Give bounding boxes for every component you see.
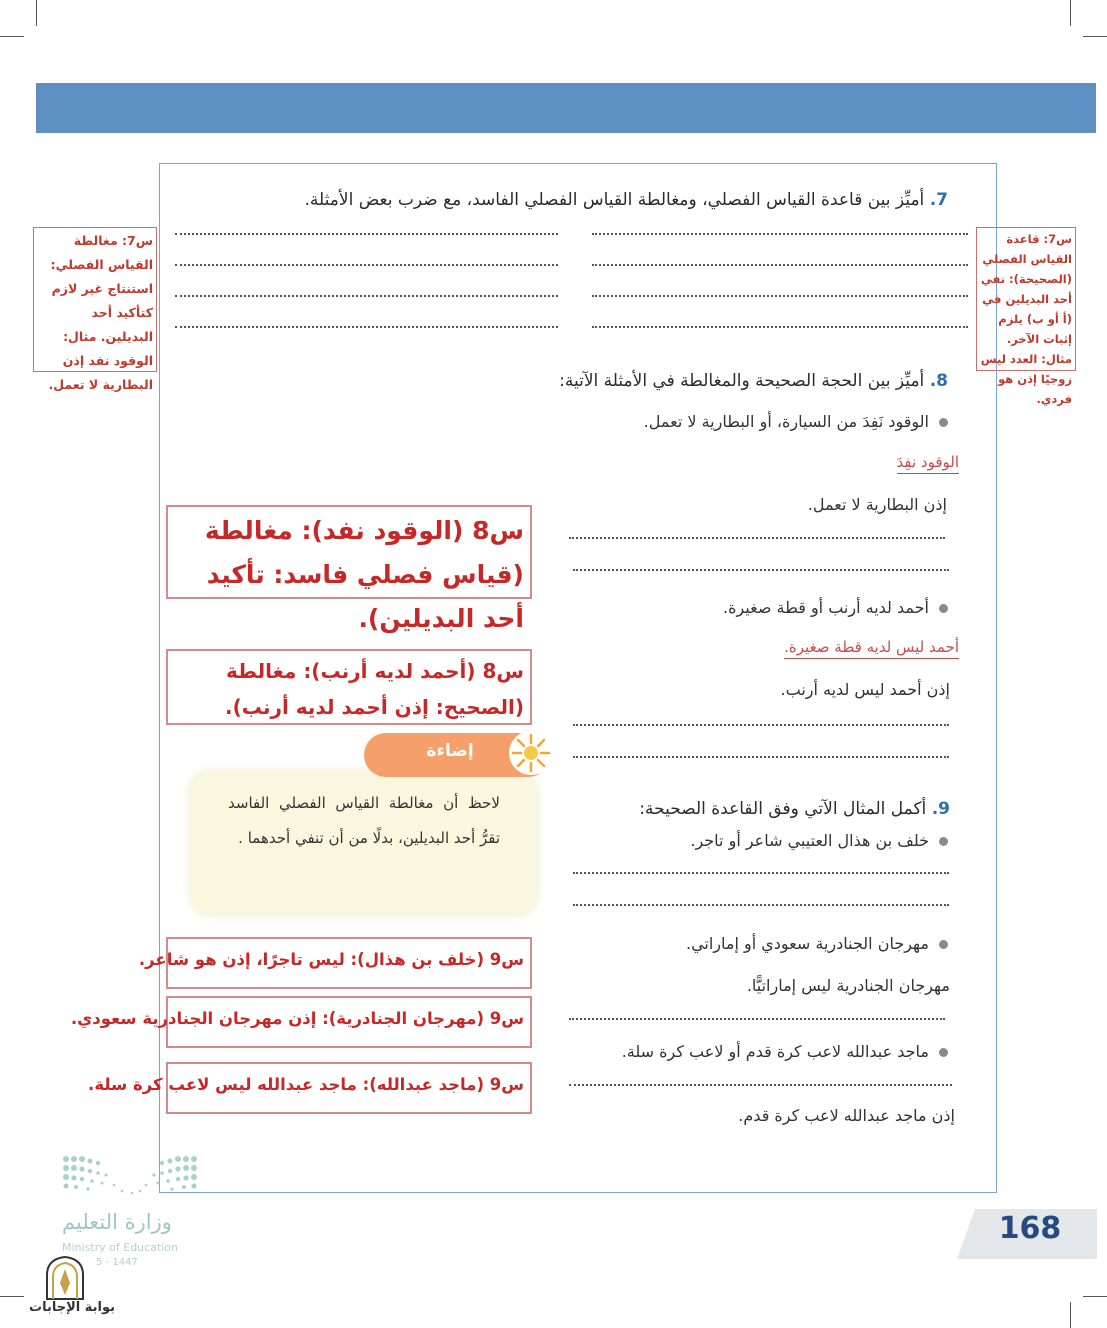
q8-item-1-handwritten: الوقود نفِدَ — [897, 453, 960, 474]
ministry-name-en: Ministry of Education — [62, 1241, 179, 1254]
bullet-icon — [939, 604, 948, 613]
item-text: مهرجان الجنادرية سعودي أو إماراتي. — [685, 934, 929, 953]
bullet-icon — [939, 837, 948, 846]
answer-line — [573, 872, 949, 874]
answer-line — [592, 264, 968, 266]
crop-mark — [1083, 36, 1107, 37]
q9-item-1 — [690, 829, 948, 853]
crop-mark — [0, 1296, 24, 1297]
note-q7-fallacy: س7: مغالطة القياس الفصلي: استنتاج غير لازم كتأكيد أحد البديلين. مثال: الوقود نفد إذن البطارية لا تعمل. — [33, 227, 157, 372]
sun-icon — [508, 730, 554, 776]
question-text: أميِّز بين الحجة الصحيحة والمغالطة في الأمثلة الآتية: — [559, 371, 925, 391]
q9-item-3 — [622, 1040, 948, 1064]
answer-line — [592, 233, 968, 235]
answer-line — [569, 537, 945, 539]
answer-line — [569, 1018, 945, 1020]
question-7 — [305, 187, 949, 213]
answer-line — [592, 326, 968, 328]
item-text: الوقود نَفِدَ من السيارة، أو البطارية لا تعمل. — [643, 412, 929, 431]
ministry-year: 5 - 1447 — [96, 1257, 138, 1268]
answer-line — [175, 295, 558, 297]
q8-item-2 — [723, 596, 948, 620]
bullet-icon — [939, 418, 948, 427]
q9-item-2 — [686, 932, 948, 956]
answer-q8-ahmad: س8 (أحمد لديه أرنب): مغالطة (الصحيح: إذن أحمد لديه أرنب). — [166, 649, 532, 725]
question-text: أكمل المثال الآتي وفق القاعدة الصحيحة: — [639, 799, 927, 819]
question-text: أميِّز بين قاعدة القياس الفصلي، ومغالطة القياس الفصلي الفاسد، مع ضرب بعض الأمثلة. — [304, 190, 925, 210]
bullet-icon — [939, 940, 948, 949]
question-number: 9. — [931, 799, 950, 819]
answer-line — [175, 326, 558, 328]
crop-mark — [1083, 1296, 1107, 1297]
crop-mark — [0, 36, 24, 37]
q9-item-2-premise: مهرجان الجنادرية ليس إماراتيًّا. — [746, 976, 950, 995]
bullet-icon — [939, 1048, 948, 1057]
question-number: 7. — [929, 190, 948, 210]
answer-line — [569, 1084, 952, 1086]
q8-item-2-conclusion: إذن أحمد ليس لديه أرنب. — [780, 680, 950, 699]
answer-line — [573, 569, 949, 571]
watermark-logo-icon — [43, 1255, 87, 1301]
header-bar — [36, 83, 1096, 133]
question-9 — [639, 796, 950, 822]
q8-item-1-conclusion: إذن البطارية لا تعمل. — [807, 495, 947, 514]
q9-item-3-conclusion: إذن ماجد عبدالله لاعب كرة قدم. — [738, 1106, 955, 1125]
crop-mark — [1070, 1302, 1071, 1328]
answer-q9-khalaf: س9 (خلف بن هذال): ليس تاجرًا، إذن هو شاعر. — [166, 937, 532, 989]
answer-q9-janadriyah: س9 (مهرجان الجنادرية): إذن مهرجان الجنادرية سعودي. — [166, 996, 532, 1048]
q8-item-1 — [644, 410, 948, 434]
crop-mark — [36, 0, 37, 26]
item-text: خلف بن هذال العتيبي شاعر أو تاجر. — [690, 831, 929, 850]
ministry-name-ar: وزارة التعليم — [62, 1210, 172, 1234]
ministry-logo-icon — [62, 1155, 198, 1199]
answer-q9-majed: س9 (ماجد عبدالله): ماجد عبدالله ليس لاعب كرة سلة. — [166, 1062, 532, 1114]
answer-line — [573, 724, 949, 726]
question-8 — [559, 368, 948, 394]
question-number: 8. — [929, 371, 948, 391]
answer-line — [573, 904, 949, 906]
q8-item-2-handwritten: أحمد ليس لديه قطة صغيرة. — [784, 638, 959, 659]
answer-line — [573, 756, 949, 758]
crop-mark — [1070, 0, 1071, 26]
tip-text: لاحظ أن مغالطة القياس الفصلي الفاسد تقرُّ أحد البديلين، بدلًا من أن تنفي أحدهما . — [228, 794, 500, 847]
answer-line — [592, 295, 968, 297]
tip-label: إضاءة — [426, 741, 474, 761]
note-q7-rule: س7: قاعدة القياس الفصلي (الصحيحة): نفي أحد البديلين في (أ أو ب) يلزم إثبات الآخر. مثال: العدد ليس زوجيًا إذن هو فردي. — [976, 227, 1076, 371]
item-text: أحمد لديه أرنب أو قطة صغيرة. — [722, 598, 929, 617]
answer-line — [175, 233, 558, 235]
item-text: ماجد عبدالله لاعب كرة قدم أو لاعب كرة سلة. — [621, 1042, 929, 1061]
watermark-label: بوابة الإجابات — [29, 1300, 115, 1315]
page-number: 168 — [998, 1211, 1062, 1246]
answer-line — [175, 264, 558, 266]
answer-q8-fuel: س8 (الوقود نفد): مغالطة (قياس فصلي فاسد: تأكيد أحد البديلين). — [166, 505, 532, 599]
